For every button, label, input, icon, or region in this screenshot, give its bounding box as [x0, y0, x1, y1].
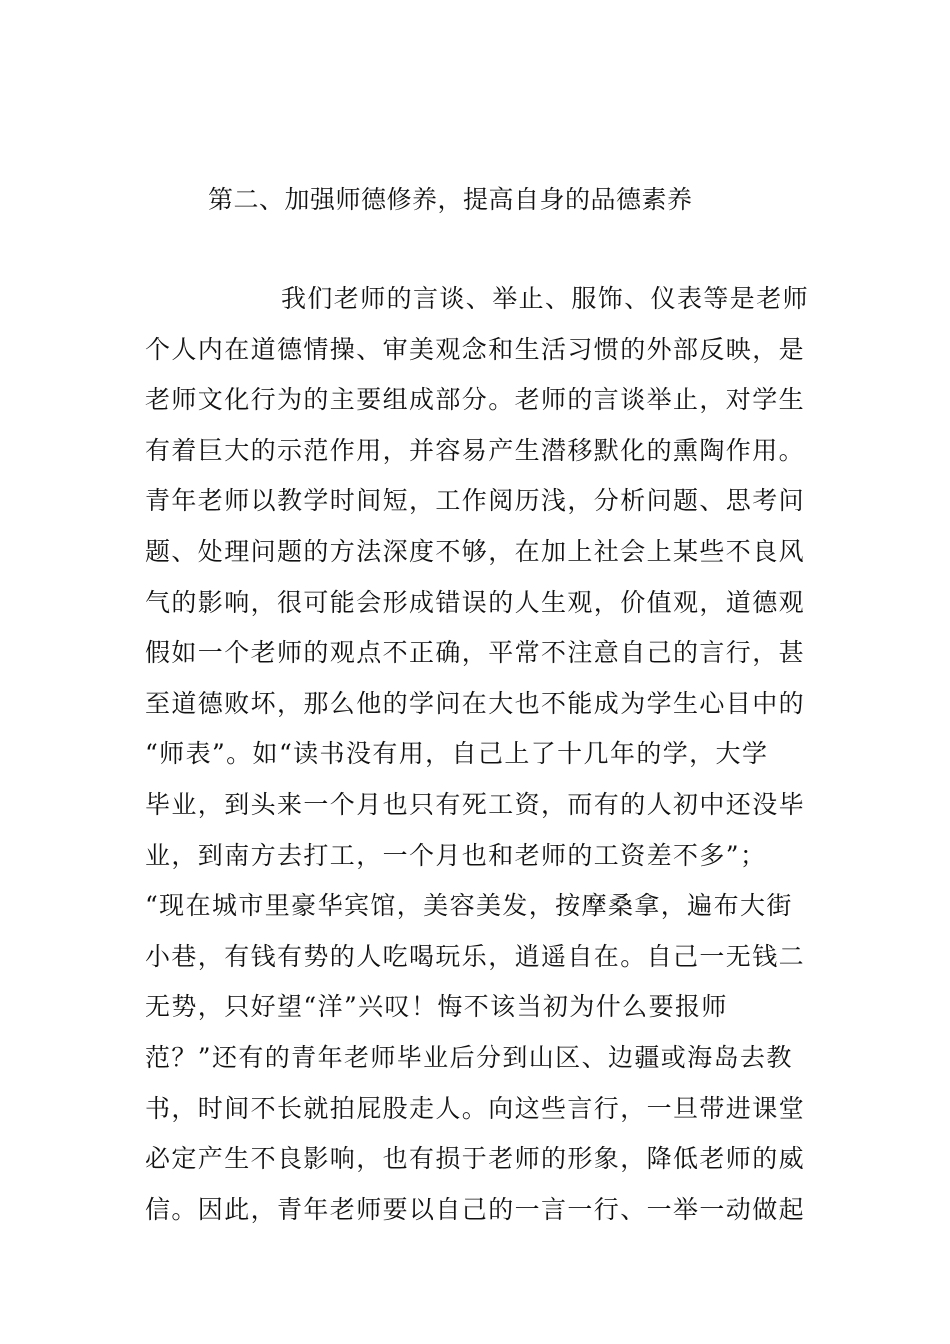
paragraph-line: 必定产生不良影响，也有损于老师的形象，降低老师的威	[145, 1144, 806, 1174]
paragraph-line: 气的影响，很可能会形成错误的人生观，价值观，道德观	[145, 587, 806, 617]
paragraph-line: 我们老师的言谈、举止、服饰、仪表等是老师	[281, 284, 810, 313]
body-paragraph	[145, 274, 825, 1235]
paragraph-line: 书，时间不长就拍屁股走人。向这些言行，一旦带进课堂	[145, 1093, 806, 1123]
paragraph-line: 个人内在道德情操、审美观念和生活习惯的外部反映，是	[145, 334, 806, 364]
paragraph-line: 信。因此，青年老师要以自己的一言一行、一举一动做起	[145, 1194, 806, 1224]
paragraph-line: 无势，只好望“洋”兴叹！悔不该当初为什么要报师	[145, 992, 728, 1022]
paragraph-line: 假如一个老师的观点不正确，平常不注意自己的言行，甚	[145, 638, 806, 668]
paragraph-line: 业，到南方去打工，一个月也和老师的工资差不多”；	[145, 840, 767, 870]
section-heading: 第二、加强师德修养，提高自身的品德素养	[208, 185, 693, 214]
paragraph-line: 老师文化行为的主要组成部分。老师的言谈举止，对学生	[145, 385, 806, 415]
paragraph-line: 有着巨大的示范作用，并容易产生潜移默化的熏陶作用。	[145, 435, 806, 465]
paragraph-line: “师表”。如“读书没有用，自己上了十几年的学，大学	[145, 739, 769, 769]
paragraph-line: “现在城市里豪华宾馆，美容美发，按摩桑拿，遍布大街	[145, 891, 793, 921]
paragraph-line: 至道德败坏，那么他的学问在大也不能成为学生心目中的	[145, 688, 806, 718]
paragraph-line: 青年老师以教学时间短，工作阅历浅，分析问题、思考问	[145, 486, 806, 516]
paragraph-line: 毕业，到头来一个月也只有死工资，而有的人初中还没毕	[145, 789, 806, 819]
paragraph-line: 题、处理问题的方法深度不够，在加上社会上某些不良风	[145, 536, 806, 566]
paragraph-line: 小巷，有钱有势的人吃喝玩乐，逍遥自在。自己一无钱二	[145, 941, 806, 971]
paragraph-line: 范？”还有的青年老师毕业后分到山区、边疆或海岛去教	[145, 1042, 793, 1072]
